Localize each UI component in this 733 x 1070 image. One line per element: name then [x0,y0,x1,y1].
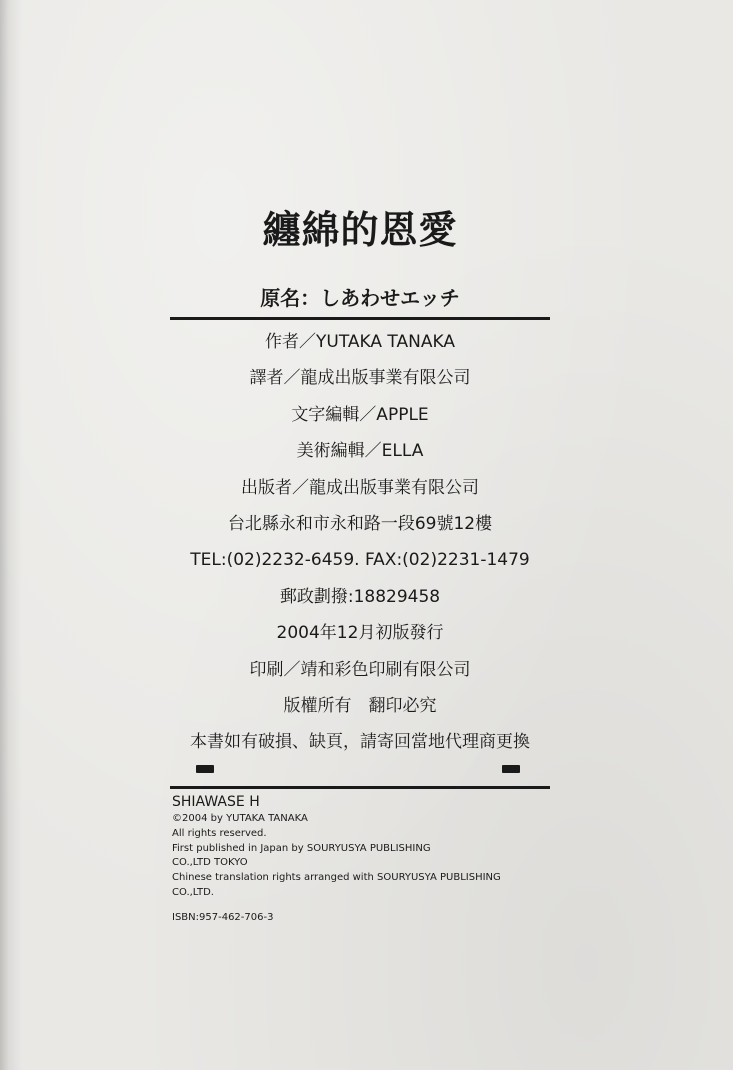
credit-edition-date: 2004年12月初版發行 [276,623,444,644]
credit-copyright-notice: 版權所有 翻印必究 [283,695,437,716]
credit-publisher: 出版者／龍成出版事業有限公司 [241,477,479,498]
rights-line: All rights reserved. [172,827,267,839]
credit-art-editor: 美術編輯／ELLA [296,441,424,462]
credit-damage-notice: 本書如有破損、缺頁，請寄回當地代理商更換 [190,732,530,753]
top-divider [170,317,550,320]
credit-author: 作者／YUTAKA TANAKA [265,332,455,352]
first-published-line-2: CO.,LTD TOKYO [172,857,248,869]
first-published-line: First published in Japan by SOURYUSYA PUBLISHING [172,842,431,854]
original-title: 原名：しあわせエッチ [260,286,460,310]
credit-phone-fax: TEL:(02)2232-6459. FAX:(02)2231-1479 [190,550,530,571]
credit-postal-account: 郵政劃撥:18829458 [279,586,441,607]
credits-list [160,324,560,761]
credit-address: 台北縣永和市永和路一段69號12樓 [227,513,493,534]
credit-text-editor: 文字編輯／APPLE [291,404,429,425]
translation-rights-line: Chinese translation rights arranged with SOURYUSYA PUBLISHING [172,872,501,884]
spine-shadow [0,0,22,1070]
credit-printer: 印刷／靖和彩色印刷有限公司 [249,659,471,680]
right-marker [502,765,520,773]
book-title: 纏綿的恩愛 [262,208,458,252]
english-title: SHIAWASE H [172,794,260,810]
isbn: ISBN:957-462-706-3 [172,912,274,923]
bottom-divider [170,786,550,789]
left-marker [196,765,214,773]
english-colophon [172,792,572,901]
translation-rights-line-2: CO.,LTD. [172,886,214,898]
copyright-line: ©2004 by YUTAKA TANAKA [172,813,308,824]
credit-translator: 譯者／龍成出版事業有限公司 [249,368,471,389]
